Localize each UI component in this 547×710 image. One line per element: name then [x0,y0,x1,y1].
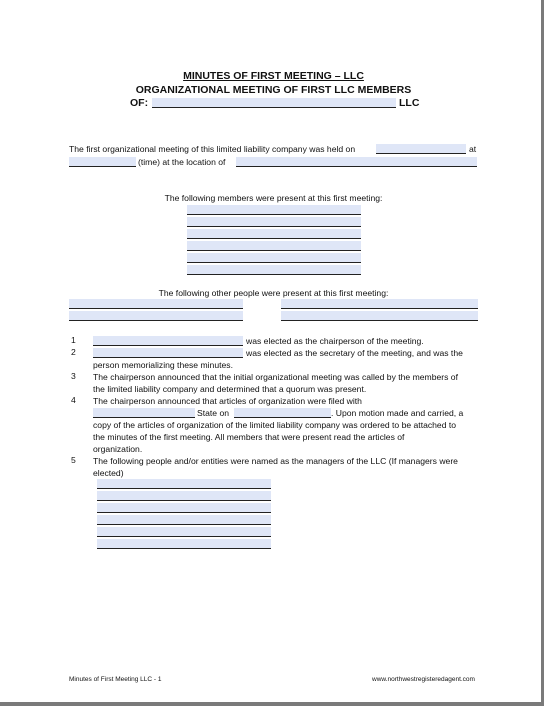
item-1-text: was elected as the chairperson of the meeting. [246,336,424,346]
item-4-number: 4 [71,395,76,405]
manager-field-3[interactable] [97,503,271,513]
meeting-time-field[interactable] [69,157,136,167]
item-5-text-a: The following people and/or entities were named as the managers of the LLC (If managers were [93,456,458,466]
footer-right: www.northwestregisteredagent.com [372,676,475,683]
title-line-2: ORGANIZATIONAL MEETING OF FIRST LLC MEMBERS [135,84,412,96]
item-4-state-on: State on [197,408,230,418]
manager-field-5[interactable] [97,527,271,537]
item-2-text-b: person memorializing these minutes. [93,360,233,370]
other-person-field-3[interactable] [69,311,243,321]
member-field-1[interactable] [187,205,361,215]
item-3-text-b: the limited liability company and determined that a quorum was present. [93,384,367,394]
manager-field-1[interactable] [97,479,271,489]
meeting-date-field[interactable] [376,144,466,154]
title-line-1: MINUTES OF FIRST MEETING – LLC [183,70,364,82]
item-1-number: 1 [71,335,76,345]
manager-field-6[interactable] [97,539,271,549]
llc-label: LLC [399,97,420,109]
manager-field-2[interactable] [97,491,271,501]
intro-at: at [469,144,477,154]
item-4-text-c: copy of the articles of organization of the limited liability company was ordered to be attached to [93,420,457,430]
llc-name-field[interactable] [152,98,396,108]
item-4-text-e: organization. [93,444,143,454]
member-field-3[interactable] [187,229,361,239]
footer-left: Minutes of First Meeting LLC - 1 [69,676,162,683]
item-5-text-b: elected) [93,468,124,478]
member-field-2[interactable] [187,217,361,227]
of-label: OF: [130,97,149,109]
chairperson-field[interactable] [93,336,243,346]
others-heading: The following other people were present at this first meeting: [158,288,389,298]
filing-date-field[interactable] [234,408,331,418]
item-4-text-a: The chairperson announced that articles of organization were filed with [93,396,362,406]
other-person-field-1[interactable] [69,299,243,309]
intro-text-1: The first organizational meeting of this limited liability company was held on [69,144,356,154]
item-4-text-d: the minutes of the first meeting. All members that were present read the articles of [93,432,405,442]
member-field-5[interactable] [187,253,361,263]
item-3-number: 3 [71,371,76,381]
member-field-6[interactable] [187,265,361,275]
item-2-text-a: was elected as the secretary of the meeting, and was the [246,348,463,358]
filing-office-field[interactable] [93,408,195,418]
meeting-location-field[interactable] [236,157,477,167]
item-4-text-b-rest: . Upon motion made and carried, a [331,408,464,418]
item-2-number: 2 [71,347,76,357]
item-3-text-a: The chairperson announced that the initial organizational meeting was called by the members of [93,372,458,382]
secretary-field[interactable] [93,348,243,358]
member-field-4[interactable] [187,241,361,251]
item-5-number: 5 [71,455,76,465]
members-heading: The following members were present at this first meeting: [164,193,383,203]
other-person-field-4[interactable] [281,311,478,321]
other-person-field-2[interactable] [281,299,478,309]
manager-field-4[interactable] [97,515,271,525]
intro-text-2: (time) at the location of [138,157,226,167]
